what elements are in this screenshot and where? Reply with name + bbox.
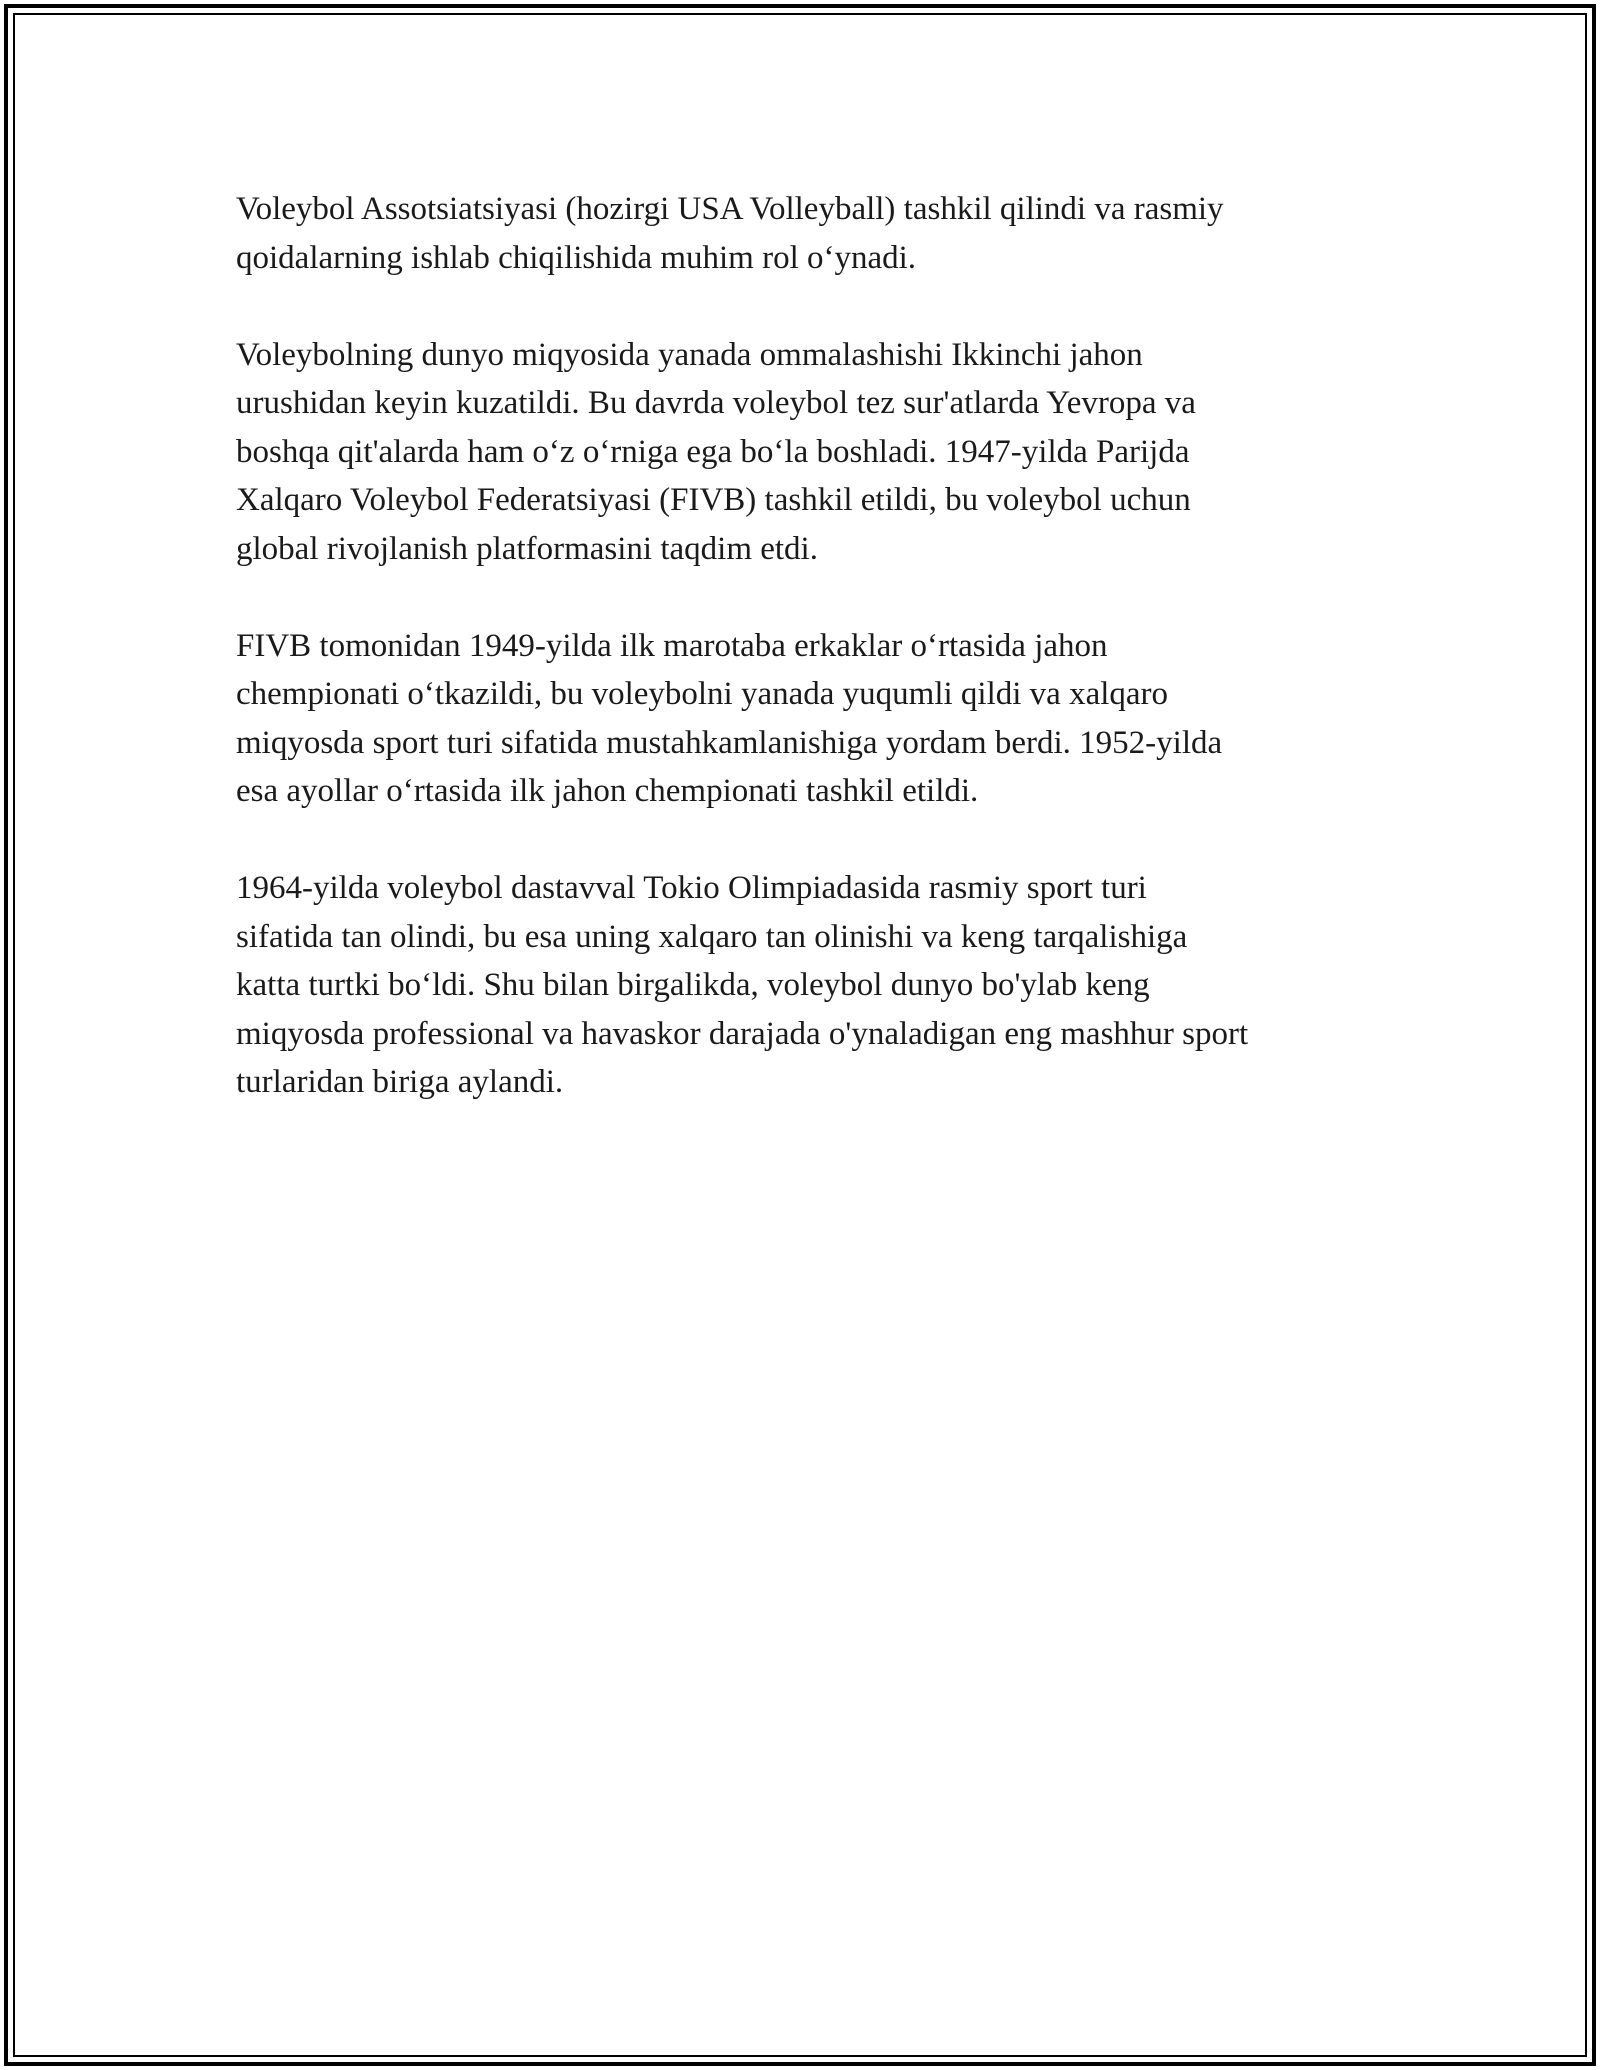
paragraph-4 [236, 864, 1376, 1107]
text-line: global rivojlanish platformasini taqdim etdi. [236, 530, 818, 567]
text-line: turlaridan biriga aylandi. [236, 1064, 564, 1100]
text-line: urushidan keyin kuzatildi. Bu davrda voleybol tez sur'atlarda Yevropa va [236, 385, 1196, 421]
document-body [236, 185, 1376, 1155]
text-line: 1964-yilda voleybol dastavval Tokio Olimpiadasida rasmiy sport turi [236, 870, 1147, 906]
text-line: katta turtki bo‘ldi. Shu bilan birgalikda, voleybol dunyo bo'ylab keng [236, 967, 1150, 1003]
text-line: esa ayollar o‘rtasida ilk jahon chempionati tashkil etildi. [236, 773, 979, 809]
paragraph-1 [236, 185, 1376, 282]
paragraph-3 [236, 622, 1376, 816]
text-line: miqyosda sport turi sifatida mustahkamlanishiga yordam berdi. 1952-yilda [236, 724, 1223, 761]
text-line: Xalqaro Voleybol Federatsiyasi (FIVB) tashkil etildi, bu voleybol uchun [236, 482, 1191, 518]
text-line: miqyosda professional va havaskor darajada o'ynaladigan eng mashhur sport [236, 1015, 1249, 1052]
text-line: boshqa qit'alarda ham o‘z o‘rniga ega bo‘la boshladi. 1947-yilda Parijda [236, 433, 1190, 470]
text-line: Voleybol Assotsiatsiyasi (hozirgi USA Volleyball) tashkil qilindi va rasmiy [236, 191, 1224, 227]
text-line: FIVB tomonidan 1949-yilda ilk marotaba erkaklar o‘rtasida jahon [236, 627, 1108, 664]
text-line: Voleybolning dunyo miqyosida yanada ommalashishi Ikkinchi jahon [236, 336, 1143, 373]
text-line: qoidalarning ishlab chiqilishida muhim rol o‘ynadi. [236, 239, 917, 276]
text-line: sifatida tan olindi, bu esa uning xalqaro tan olinishi va keng tarqalishiga [236, 918, 1188, 955]
text-line: chempionati o‘tkazildi, bu voleybolni yanada yuqumli qildi va xalqaro [236, 676, 1169, 712]
paragraph-2 [236, 331, 1376, 574]
